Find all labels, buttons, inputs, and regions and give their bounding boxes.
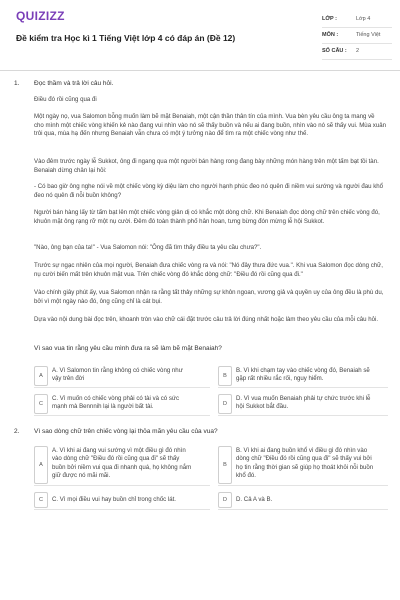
answer-option-b[interactable]: [218, 366, 388, 386]
answer-option-c[interactable]: [34, 492, 210, 508]
answer-option-a[interactable]: [34, 366, 210, 386]
option-text: C. Vì muốn có chiếc vòng phải có tài và có sức mạnh mà Bennnih lại là người bất tài.: [52, 395, 180, 411]
option-letter: C: [34, 394, 48, 414]
question-number: 2.: [14, 428, 20, 435]
option-text: A. Vì Salomon tin rằng không có chiếc vòng như vậy trên đời: [52, 367, 183, 383]
meta-label: MÔN :: [322, 32, 339, 38]
answer-option-d[interactable]: [218, 492, 388, 508]
meta-value: 2: [356, 48, 360, 54]
option-text: B. Vì khi chạm tay vào chiếc vòng đó, Benaiah sẽ gặp rất nhiều rắc rối, nguy hiểm.: [236, 367, 370, 383]
passage-paragraph: Trước sự ngạc nhiên của mọi người, Benaiah đưa chiếc vòng ra và nói: "Nó đây thưa đức vua.". Khi vua Salomon đọc dòng chữ, nụ cười biến mất trên khuôn mặt vua. Trên chiếc vòng đó khắc dòng chữ: "Điều đó rồi cũng qua đi.": [34, 262, 383, 278]
meta-value: Lớp 4: [356, 16, 371, 22]
meta-label: SỐ CÂU :: [322, 48, 347, 54]
passage-paragraph: "Nào, ông bạn của ta!" - Vua Salomon nói: "Ông đã tìm thấy điều ta yêu cầu chưa?".: [34, 244, 262, 251]
passage-paragraph: - Có bao giờ ông nghe nói về một chiếc vòng kỳ diệu làm cho người hạnh phúc đeo nó quên đi niềm vui sướng và người đau khổ đeo nó quên đi nỗi buồn không?: [34, 183, 384, 199]
page-title: Đề kiểm tra Học kì 1 Tiếng Việt lớp 4 có đáp án (Đề 12): [16, 33, 236, 43]
meta-row-question-count: [322, 44, 392, 60]
meta-label: LỚP :: [322, 16, 337, 22]
option-letter: D: [218, 394, 232, 414]
option-text: B. Vì khi ai đang buồn khổ vì điều gì đó nhìn vào dòng chữ "Điều đó rồi cũng qua đi" sẽ thấy vui bởi họ tin rằng thời gian sẽ giúp họ thoát khỏi nỗi buồn khổ đó.: [236, 447, 374, 480]
passage-paragraph: Dựa vào nội dung bài đọc trên, khoanh tròn vào chữ cái đặt trước câu trả lời đúng nhất hoặc làm theo yêu cầu của mỗi câu hỏi.: [34, 316, 379, 323]
option-letter: C: [34, 492, 48, 508]
answer-option-b[interactable]: [218, 446, 388, 484]
meta-row-grade: [322, 12, 392, 28]
answer-option-a[interactable]: [34, 446, 210, 484]
question-prompt: Vì sao dòng chữ trên chiếc vòng lại thỏa mãn yêu cầu của vua?: [34, 428, 218, 435]
passage-paragraph: Vào đêm trước ngày lễ Sukkot, ông đi ngang qua một người bán hàng rong đang bày những món hàng trên một tấm bạt tồi tàn. Benaiah dừng chân lại hỏi:: [34, 158, 379, 174]
option-letter: B: [218, 366, 232, 386]
worksheet-header: [0, 0, 400, 66]
option-text: C. Vì mọi điều vui hay buồn chỉ trong chốc lát.: [52, 496, 176, 503]
question-prompt: Đọc thầm và trả lời câu hỏi.: [34, 80, 114, 87]
passage-title: Điều đó rồi cũng qua đi: [34, 96, 97, 103]
option-text: A. Vì khi ai đang vui sướng vì một điều gì đó nhìn vào dòng chữ "Điều đó rồi cũng qua đi" sẽ thấy buồn bởi niềm vui qua đi nhanh quá, họ không nắm giữ được nó mãi mãi.: [52, 447, 192, 480]
quizizz-logo: QUIZIZZ: [16, 9, 65, 23]
passage-paragraph: Người bán hàng lấy từ tấm bạt lên một chiếc vòng giản dị có khắc một dòng chữ. Khi Benaiah đọc dòng chữ trên chiếc vòng đó, khuôn mặt ông rạng rỡ một nụ cười. Đêm đó toàn thành phố hân hoan, tưng bừng đón mừng lễ hội Sukkot.: [34, 209, 380, 225]
passage-paragraph: Một ngày nọ, vua Salomon bỗng muốn làm bẽ mặt Benaiah, một cận thần thân tín của mình. Vua bèn yêu cầu ông ta mang về cho mình một chiếc vòng khiến kẻ nào đang vui nhìn vào nó sẽ thấy buồn và nếu ai đang buồn, nhìn vào nó sẽ thấy vui. Mùa xuân trôi qua, mùa hạ đến nhưng Benaiah vẫn chưa có một ý tưởng nào để tìm ra một chiếc vòng như thế.: [34, 113, 386, 138]
answer-option-c[interactable]: [34, 394, 210, 414]
option-text: D. Vì vua muốn Benaiah phải tự chức trước khi lễ hội Sukkot bắt đầu.: [236, 395, 371, 411]
option-letter: A: [34, 446, 48, 484]
header-divider: [0, 70, 400, 71]
meta-value: Tiếng Việt: [356, 32, 381, 38]
option-letter: D: [218, 492, 232, 508]
question-number: 1.: [14, 80, 20, 87]
answer-option-d[interactable]: [218, 394, 388, 414]
passage-paragraph: Vào chính giây phút ấy, vua Salomon nhận ra rằng tất thảy những sự khôn ngoan, vương giả và quyền uy của ông đều là phù du, bởi vì một ngày nào đó, ông cũng chỉ là cát bụi.: [34, 289, 384, 305]
sub-question-prompt: Vì sao vua tin rằng yêu cầu mình đưa ra sẽ làm bẽ mặt Benaiah?: [34, 345, 222, 352]
option-text: D. Cả A và B.: [236, 496, 273, 503]
option-letter: B: [218, 446, 232, 484]
meta-row-subject: [322, 28, 392, 44]
option-letter: A: [34, 366, 48, 386]
worksheet-meta: [322, 12, 392, 60]
